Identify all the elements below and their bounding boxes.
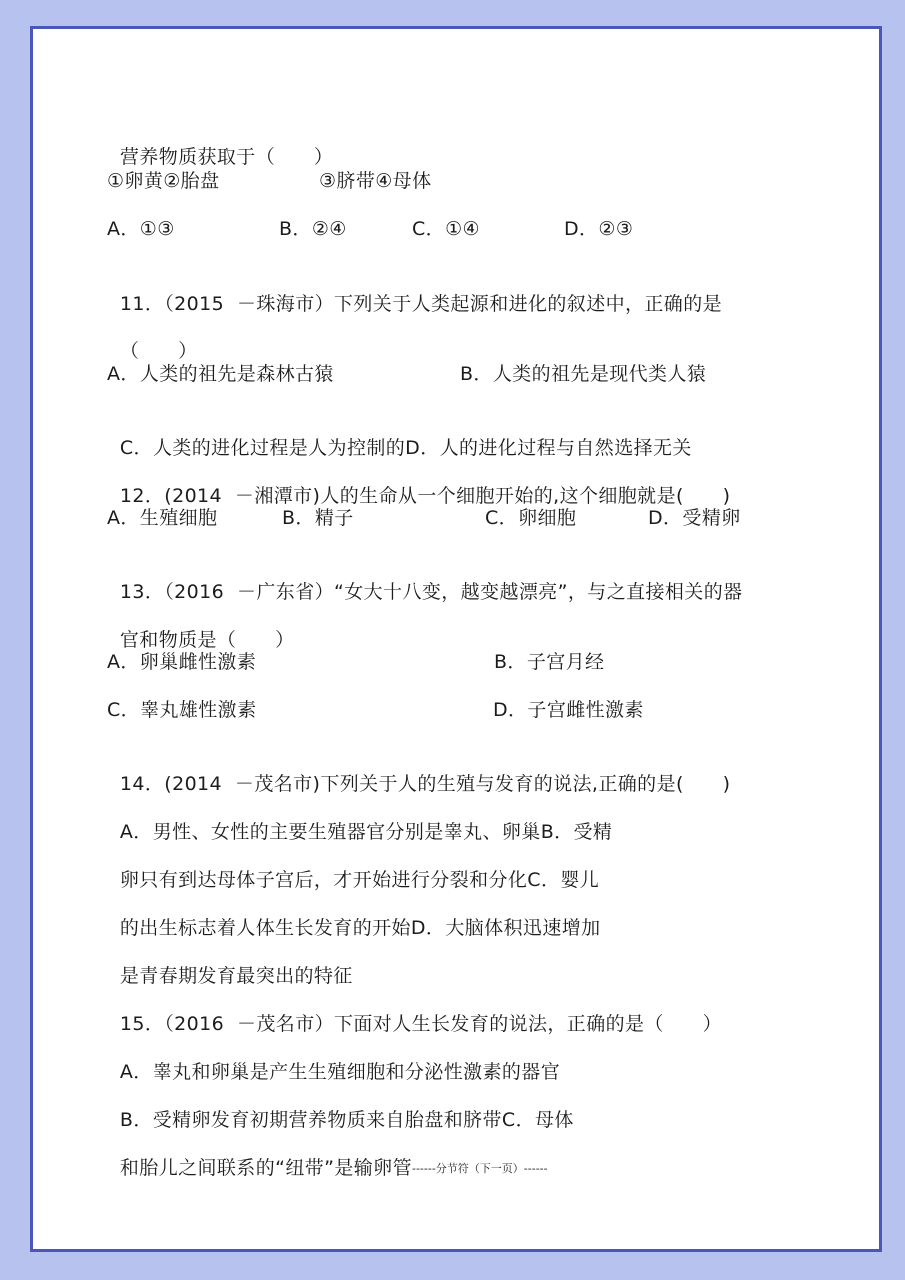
question-10-options bbox=[107, 216, 747, 242]
item-group-2: ③脐带④母体 bbox=[319, 170, 432, 192]
question-13-options-cd bbox=[107, 697, 747, 723]
text-line: 官和物质是（ ） bbox=[119, 629, 295, 651]
text-line: A．睾丸和卵巢是产生生殖细胞和分泌性激素的器官 bbox=[119, 1061, 561, 1083]
text-line: （ ） bbox=[119, 340, 198, 362]
option-a: A．①③ bbox=[107, 218, 175, 240]
question-15-option-a bbox=[107, 1033, 560, 1085]
question-11-options-cd bbox=[107, 409, 692, 461]
option-b: B．②④ bbox=[279, 218, 347, 240]
question-14-options-line-4 bbox=[107, 937, 353, 989]
option-d: D．②③ bbox=[564, 218, 634, 240]
question-12-options bbox=[107, 505, 747, 531]
option-b: B．精子 bbox=[282, 507, 354, 529]
question-14-options-line-3 bbox=[107, 889, 601, 941]
option-a: A．人类的祖先是森林古猿 bbox=[107, 363, 334, 385]
question-14-options-line-1 bbox=[107, 793, 612, 845]
text-line: 12．(2014 －湘潭市)人的生命从一个细胞开始的,这个细胞就是( ) bbox=[119, 485, 731, 507]
question-10-items bbox=[107, 168, 507, 194]
question-15-option-c-continued bbox=[107, 1129, 548, 1182]
question-11-stem bbox=[107, 265, 722, 317]
option-b: B．子宫月经 bbox=[494, 651, 605, 673]
option-c: C．卵细胞 bbox=[485, 507, 577, 529]
item-group-1: ①卵黄②胎盘 bbox=[107, 170, 220, 192]
text-line: 13．（2016 －广东省）“女大十八变，越变越漂亮”，与之直接相关的器 bbox=[119, 581, 743, 603]
question-15-stem bbox=[107, 985, 722, 1037]
text-line: 15．（2016 －茂名市）下面对人生长发育的说法，正确的是（ ） bbox=[119, 1013, 723, 1035]
text-line: 14．(2014 －茂名市)下列关于人的生殖与发育的说法,正确的是( ) bbox=[119, 773, 731, 795]
question-11-blank bbox=[107, 312, 198, 364]
question-14-options-line-2 bbox=[107, 841, 599, 893]
option-d: D．受精卵 bbox=[648, 507, 741, 529]
option-c: C．睾丸雄性激素 bbox=[107, 699, 257, 721]
option-b: B．人类的祖先是现代类人猿 bbox=[460, 363, 707, 385]
question-13-options-ab bbox=[107, 649, 747, 675]
text-line: 是青春期发育最突出的特征 bbox=[119, 965, 353, 987]
text-line: 的出生标志着人体生长发育的开始D．大脑体积迅速增加 bbox=[119, 917, 601, 939]
question-13-stem bbox=[107, 553, 743, 605]
text-line: B．受精卵发育初期营养物质来自胎盘和脐带C．母体 bbox=[119, 1109, 574, 1131]
text-line: 营养物质获取于（ ） bbox=[119, 146, 334, 168]
text-line: C．人类的进化过程是人为控制的D．人的进化过程与自然选择无关 bbox=[119, 437, 692, 459]
option-c: C．①④ bbox=[412, 218, 480, 240]
text-line: A．男性、女性的主要生殖器官分别是睾丸、卵巢B．受精 bbox=[119, 821, 613, 843]
section-break-marker: ------分节符（下一页）------ bbox=[411, 1162, 548, 1175]
text-line: 和胎儿之间联系的“纽带”是输卵管 bbox=[119, 1157, 412, 1179]
question-13-stem-continued bbox=[107, 601, 295, 653]
question-14-stem bbox=[107, 745, 730, 797]
option-a: A．卵巢雌性激素 bbox=[107, 651, 257, 673]
question-10-stem-continued bbox=[107, 118, 333, 170]
question-15-options-bc bbox=[107, 1081, 574, 1133]
option-a: A．生殖细胞 bbox=[107, 507, 218, 529]
text-line: 卵只有到达母体子宫后，才开始进行分裂和分化C．婴儿 bbox=[119, 869, 600, 891]
question-12-stem bbox=[107, 457, 730, 509]
text-line: 11．（2015 －珠海市）下列关于人类起源和进化的叙述中，正确的是 bbox=[119, 293, 723, 315]
question-11-options-ab bbox=[107, 361, 747, 387]
option-d: D．子宫雌性激素 bbox=[493, 699, 644, 721]
